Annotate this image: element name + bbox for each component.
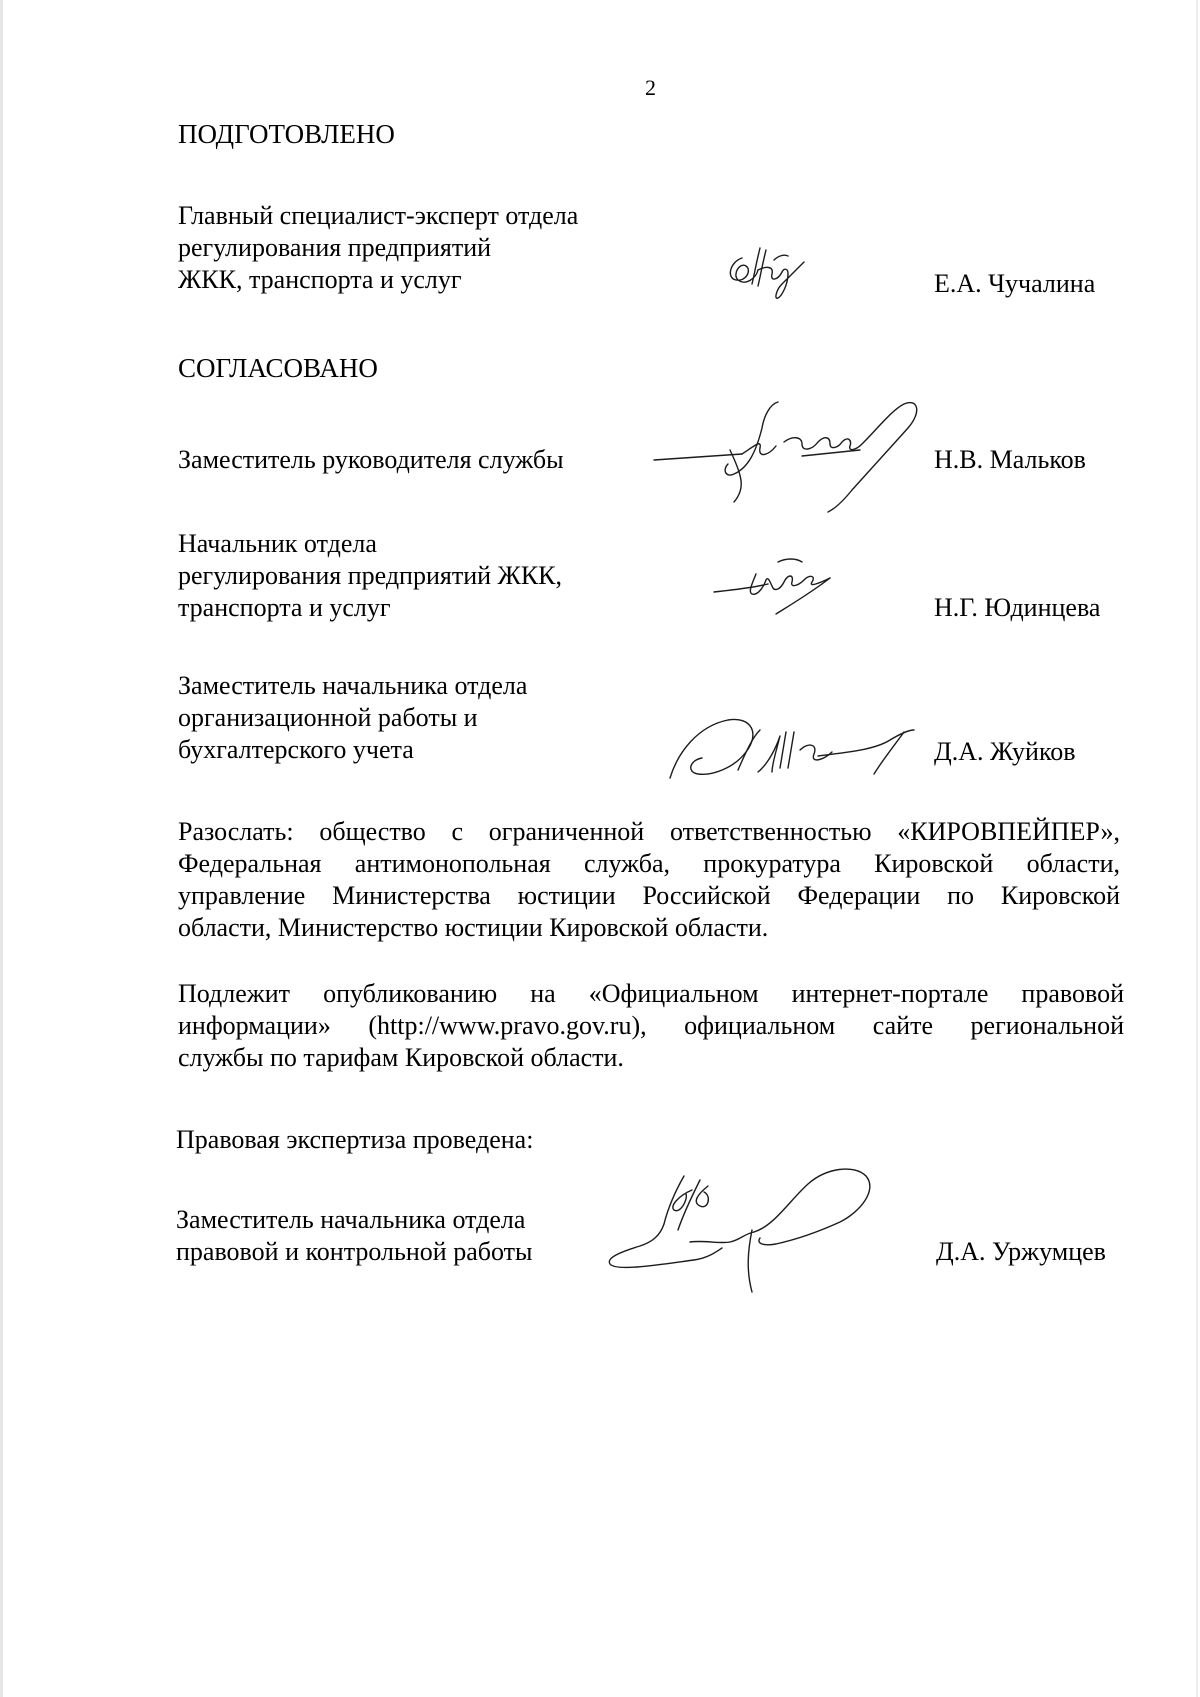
agreed-position-line: Начальник отдела — [178, 529, 377, 558]
distribution-line: Разослать: общество с ограниченной ответственностью «КИРОВПЕЙПЕР», — [178, 817, 1120, 846]
agreed-position-line: регулирования предприятий ЖКК, — [178, 561, 563, 590]
signature-chuchalina — [722, 240, 817, 300]
distribution-line: области, Министерство юстиции Кировской области. — [178, 913, 769, 942]
agreed-position-2 — [178, 528, 562, 624]
publication-line: Подлежит опубликованию на «Официальном интернет-портале правовой — [178, 979, 1124, 1008]
agreed-heading: СОГЛАСОВАНО — [178, 353, 378, 383]
prepared-position-line: регулирования предприятий — [178, 233, 492, 262]
prepared-name: Е.А. Чучалина — [934, 269, 1096, 298]
agreed-position-line: бухгалтерского учета — [178, 735, 414, 764]
agreed-name-2: Н.Г. Юдинцева — [934, 593, 1101, 622]
page-number: 2 — [645, 75, 656, 100]
publication-line: службы по тарифам Кировской области. — [178, 1043, 624, 1072]
legal-review-heading: Правовая экспертиза проведена: — [176, 1125, 534, 1154]
scan-edge-right — [1196, 0, 1198, 1697]
distribution-paragraph — [178, 816, 1120, 944]
prepared-position-line: Главный специалист-эксперт отдела — [178, 201, 579, 230]
agreed-name-3: Д.А. Жуйков — [934, 737, 1076, 766]
prepared-position — [178, 200, 578, 296]
publication-line: информации» (http://www.pravo.gov.ru), официальном сайте региональной — [178, 1011, 1124, 1040]
legal-review-name: Д.А. Уржумцев — [936, 1237, 1106, 1266]
distribution-line: Федеральная антимонопольная служба, прокуратура Кировской области, — [178, 849, 1120, 878]
agreed-position-line: Заместитель руководителя службы — [178, 445, 564, 474]
legal-review-position — [176, 1204, 532, 1268]
agreed-position-line: Заместитель начальника отдела — [178, 671, 528, 700]
agreed-position-1 — [178, 444, 564, 476]
signature-yudintseva — [712, 552, 852, 618]
scan-edge-left — [0, 0, 3, 1697]
signature-zhuykov — [668, 712, 918, 782]
prepared-heading: ПОДГОТОВЛЕНО — [178, 119, 395, 149]
publication-paragraph — [178, 978, 1124, 1074]
signature-urzhumtsev — [604, 1160, 904, 1300]
legal-review-position-line: правовой и контрольной работы — [176, 1237, 533, 1266]
distribution-line: управление Министерства юстиции Российской Федерации по Кировской — [178, 881, 1120, 910]
prepared-position-line: ЖКК, транспорта и услуг — [178, 265, 462, 294]
legal-review-position-line: Заместитель начальника отдела — [176, 1205, 526, 1234]
signature-malkov — [652, 392, 932, 512]
agreed-position-line: транспорта и услуг — [178, 593, 391, 622]
agreed-name-1: Н.В. Мальков — [934, 445, 1086, 474]
agreed-position-3 — [178, 670, 527, 766]
agreed-position-line: организационной работы и — [178, 703, 478, 732]
